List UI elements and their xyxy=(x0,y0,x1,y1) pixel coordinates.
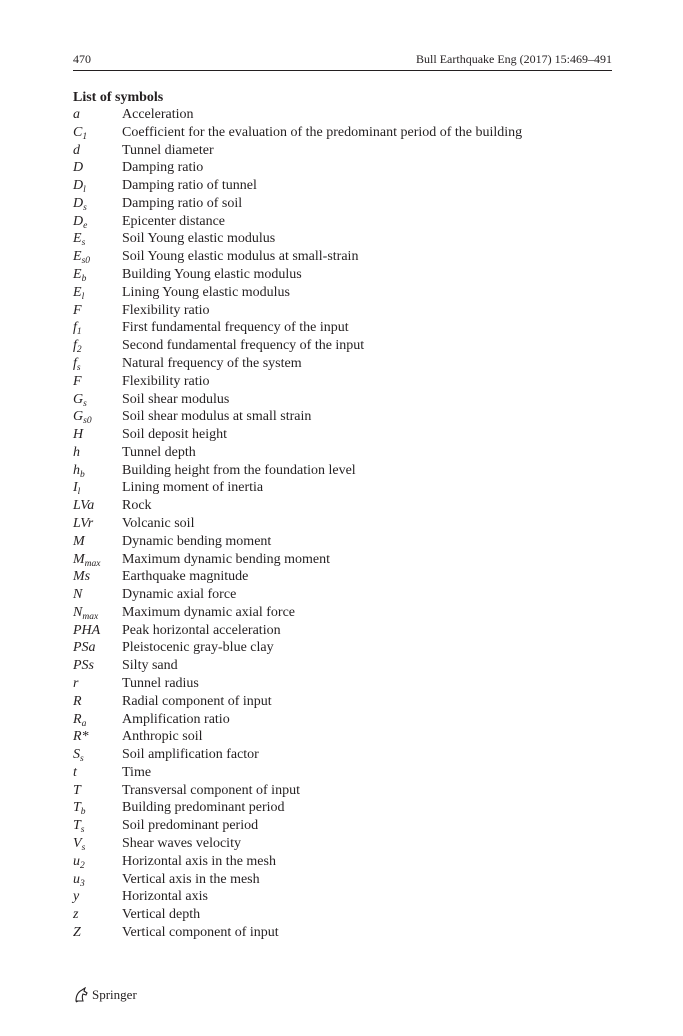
symbol-description: Damping ratio of soil xyxy=(122,195,243,211)
symbol-description: Shear waves velocity xyxy=(122,836,241,852)
symbol-description: Peak horizontal acceleration xyxy=(122,622,281,638)
symbol-subscript: max xyxy=(84,558,101,569)
symbol-description: Lining Young elastic modulus xyxy=(122,284,291,300)
symbol-base: D xyxy=(73,195,84,211)
symbol xyxy=(73,195,87,213)
symbol xyxy=(73,515,93,533)
symbol-description: Damping ratio of tunnel xyxy=(122,178,257,194)
symbol-description: Soil shear modulus at small strain xyxy=(122,409,312,425)
symbol xyxy=(73,782,81,800)
symbol-description: Radial component of input xyxy=(122,693,272,709)
symbol-base: T xyxy=(73,818,81,834)
symbol-subscript: b xyxy=(80,807,86,818)
symbol-description: Damping ratio xyxy=(122,160,204,176)
symbol-description: Soil amplification factor xyxy=(122,747,259,763)
symbol-base: f xyxy=(73,320,77,336)
symbol-description: Flexibility ratio xyxy=(122,373,210,389)
symbol-base: F xyxy=(73,302,82,318)
symbol xyxy=(73,871,85,889)
symbol xyxy=(73,533,85,551)
symbol xyxy=(73,106,80,124)
symbol-base: h xyxy=(73,444,80,460)
symbol xyxy=(73,319,82,337)
symbol xyxy=(73,675,78,693)
symbol-base: R xyxy=(73,711,82,727)
symbol-base: T xyxy=(73,782,81,798)
symbol-base: D xyxy=(73,160,84,176)
symbol xyxy=(73,657,94,675)
symbol-subscript: 2 xyxy=(80,860,85,871)
symbol-description: Volcanic soil xyxy=(122,515,195,531)
symbol xyxy=(73,444,80,462)
symbol-description: Transversal component of input xyxy=(122,782,300,798)
symbol-description: Silty sand xyxy=(122,658,178,674)
symbol xyxy=(73,586,82,604)
symbol-base: t xyxy=(73,764,77,780)
symbol-subscript: l xyxy=(77,487,81,498)
symbol-base: G xyxy=(73,391,84,407)
symbol-description: Soil deposit height xyxy=(122,427,227,443)
page-number: 470 xyxy=(73,52,91,66)
symbol-base: H xyxy=(73,427,84,443)
symbol-subscript: s xyxy=(81,238,86,249)
symbol-base: f xyxy=(73,338,77,354)
symbol-subscript: s xyxy=(83,398,87,409)
symbol xyxy=(73,888,79,906)
symbol xyxy=(73,408,92,426)
symbol-base: N xyxy=(73,587,83,603)
symbol-base: PSs xyxy=(73,658,94,674)
symbol-subscript: max xyxy=(82,611,99,622)
symbol-base: d xyxy=(73,142,80,158)
symbol xyxy=(73,746,84,764)
symbol xyxy=(73,497,94,515)
symbol xyxy=(73,799,86,817)
symbol xyxy=(73,373,82,391)
symbol-base: N xyxy=(73,604,83,620)
symbol-base: LVa xyxy=(73,498,95,514)
symbol-subscript: b xyxy=(80,469,85,480)
symbol xyxy=(73,551,101,569)
symbol-base: E xyxy=(73,284,82,300)
running-header xyxy=(73,52,612,70)
symbol-base: E xyxy=(73,249,82,265)
symbol-base: D xyxy=(73,213,84,229)
symbol-description: First fundamental frequency of the input xyxy=(122,320,349,336)
symbol-description: Dynamic axial force xyxy=(122,587,237,603)
symbol-description: Maximum dynamic bending moment xyxy=(122,551,331,567)
symbol-subscript: s xyxy=(83,202,87,213)
symbol xyxy=(73,604,98,622)
symbol-base: z xyxy=(73,907,79,923)
symbol xyxy=(73,906,78,924)
symbol xyxy=(73,639,96,657)
symbol-base: Ms xyxy=(73,569,91,585)
symbol xyxy=(73,124,87,142)
symbol-description: Lining moment of inertia xyxy=(122,480,264,496)
symbol xyxy=(73,302,82,320)
symbol-description: Rock xyxy=(122,498,152,514)
symbol-base: M xyxy=(73,551,85,567)
symbol-base: PHA xyxy=(73,622,101,638)
symbol-description: Horizontal axis xyxy=(122,889,208,905)
symbol xyxy=(73,764,77,782)
symbol-description: Maximum dynamic axial force xyxy=(122,604,295,620)
symbol-subscript: e xyxy=(83,220,88,231)
symbol-description: Coefficient for the evaluation of the predominant period of the building xyxy=(122,124,523,140)
symbol-subscript: s xyxy=(76,362,81,373)
symbol-description: Dynamic bending moment xyxy=(122,533,272,549)
springer-horse-icon xyxy=(73,987,89,1003)
symbol-description: Epicenter distance xyxy=(122,213,226,229)
symbol-base: LVr xyxy=(73,515,94,531)
section-title: List of symbols xyxy=(73,90,164,105)
symbol xyxy=(73,284,84,302)
symbol xyxy=(73,693,82,711)
symbol-description: Tunnel radius xyxy=(122,676,199,691)
symbol-subscript: s0 xyxy=(81,256,91,267)
symbol-description: Soil predominant period xyxy=(122,818,259,834)
symbol-subscript: s xyxy=(80,754,84,765)
symbol xyxy=(73,266,86,284)
symbol-description: Vertical component of input xyxy=(122,924,279,940)
symbol-description: Second fundamental frequency of the input xyxy=(122,338,365,354)
symbol xyxy=(73,853,85,871)
symbol xyxy=(73,622,100,640)
symbol xyxy=(73,177,86,195)
symbol-base: PSa xyxy=(73,640,96,656)
symbol xyxy=(73,337,82,355)
symbol-description: Tunnel diameter xyxy=(122,142,214,158)
symbol xyxy=(73,835,85,853)
symbol xyxy=(73,711,86,729)
symbol-description: Pleistocenic gray-blue clay xyxy=(122,640,274,656)
symbol xyxy=(73,817,85,835)
symbol-description: Flexibility ratio xyxy=(122,302,210,318)
symbol-subscript: 3 xyxy=(80,878,85,889)
footer xyxy=(73,986,137,1004)
symbol-description: Building predominant period xyxy=(122,800,285,816)
symbol-subscript: l xyxy=(81,291,85,302)
symbol-base: I xyxy=(73,480,78,496)
symbol-description: Earthquake magnitude xyxy=(122,569,249,585)
symbol xyxy=(73,391,87,409)
symbol-base: y xyxy=(73,889,80,905)
symbol-base: h xyxy=(73,462,80,478)
symbol-base: E xyxy=(73,267,82,283)
symbol-subscript: 1 xyxy=(82,131,88,142)
symbol-description: Amplification ratio xyxy=(122,711,230,727)
symbol-description: Vertical axis in the mesh xyxy=(122,871,260,887)
symbol xyxy=(73,924,81,942)
symbol xyxy=(73,213,87,231)
header-rule xyxy=(73,70,612,71)
symbol-subscript: b xyxy=(81,274,87,285)
symbol-base: V xyxy=(73,836,82,852)
symbol xyxy=(73,568,90,586)
symbol-description: Time xyxy=(122,764,152,780)
symbol-base: R xyxy=(73,693,82,709)
symbol-base: S xyxy=(73,747,80,763)
symbol xyxy=(73,426,83,444)
symbol-base: G xyxy=(73,409,84,425)
symbol-subscript: a xyxy=(81,718,87,729)
symbol-base: T xyxy=(73,800,81,816)
symbol-base: Z xyxy=(73,924,81,940)
symbol-subscript: s xyxy=(81,843,86,854)
symbol-base: E xyxy=(73,231,82,247)
symbol-base: f xyxy=(73,355,77,371)
symbol-base: R* xyxy=(73,729,89,745)
symbol-description: Acceleration xyxy=(122,107,194,122)
symbol-description: Soil shear modulus xyxy=(122,391,230,407)
symbol xyxy=(73,462,85,480)
journal-citation: Bull Earthquake Eng (2017) 15:469–491 xyxy=(416,52,612,66)
symbol xyxy=(73,479,80,497)
symbol-description: Building Young elastic modulus xyxy=(122,267,302,283)
symbol-base: F xyxy=(73,373,82,389)
symbol-description: Anthropic soil xyxy=(122,729,203,745)
symbol-subscript: l xyxy=(83,185,86,196)
symbol-description: Natural frequency of the system xyxy=(122,355,302,371)
symbol-description: Horizontal axis in the mesh xyxy=(122,853,276,869)
symbol-base: u xyxy=(73,871,80,887)
symbol-base: r xyxy=(73,676,79,691)
symbol xyxy=(73,248,90,266)
symbol-subscript: 2 xyxy=(76,345,82,356)
symbol-subscript: s0 xyxy=(83,416,92,427)
symbol-base: D xyxy=(73,178,84,194)
symbol-base: M xyxy=(73,533,85,549)
symbol-description: Soil Young elastic modulus xyxy=(122,231,276,247)
symbol-description: Vertical depth xyxy=(122,907,201,923)
symbol xyxy=(73,142,80,160)
symbol-description: Soil Young elastic modulus at small-strain xyxy=(122,249,359,265)
publisher-name: Springer xyxy=(92,987,137,1002)
symbol-description: Building height from the foundation level xyxy=(122,462,356,478)
symbol-base: u xyxy=(73,853,80,869)
symbol-base: a xyxy=(73,107,80,122)
symbol-subscript: s xyxy=(80,825,85,836)
symbol-subscript: 1 xyxy=(76,327,82,338)
symbol xyxy=(73,355,81,373)
symbol-description: Tunnel depth xyxy=(122,444,196,460)
symbol xyxy=(73,230,85,248)
symbol xyxy=(73,159,83,177)
symbol xyxy=(73,728,89,746)
symbol-base: C xyxy=(73,124,83,140)
